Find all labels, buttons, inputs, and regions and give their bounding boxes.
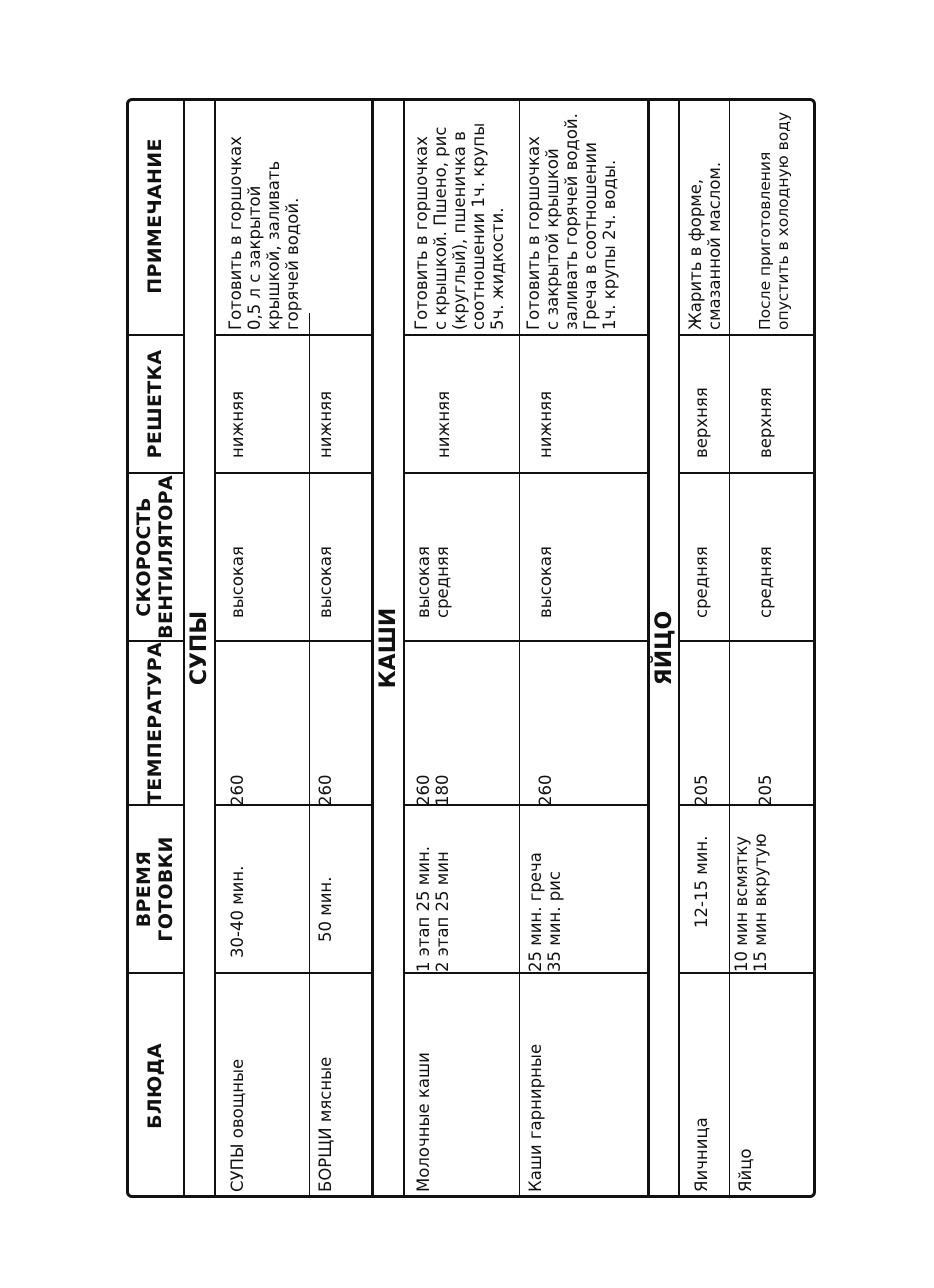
note: Жарить в форме, смазанной маслом. xyxy=(686,161,724,330)
rack-position: нижняя xyxy=(228,390,247,458)
row-divider xyxy=(729,98,730,1198)
temperature: 260 xyxy=(228,774,247,806)
section-divider xyxy=(403,98,405,1198)
column-divider xyxy=(214,972,372,974)
rack-position: верхняя xyxy=(692,387,711,458)
section-title-porridge: КАШИ xyxy=(376,607,401,689)
fan-speed: высокая xyxy=(228,546,247,618)
dish-name: Яйцо xyxy=(736,1148,755,1192)
section-divider xyxy=(214,98,216,1198)
rack-position: верхняя xyxy=(756,387,775,458)
cook-time: 1 этап 25 мин. 2 этап 25 мин xyxy=(414,846,452,972)
cook-time: 30-40 мин. xyxy=(228,865,247,958)
temperature: 260 xyxy=(536,774,555,806)
fan-speed: средняя xyxy=(692,546,711,618)
column-divider xyxy=(678,472,816,474)
column-divider xyxy=(678,640,816,642)
temperature: 260 180 xyxy=(414,774,452,806)
temperature: 260 xyxy=(316,774,335,806)
dish-name: Каши гарнирные xyxy=(526,1043,545,1192)
note: Готовить в горшочках с крышкой. Пшено, рис (круглый), пшеничка в соотношении 1ч. крупы 5ч. жидкости. xyxy=(412,122,507,330)
column-divider xyxy=(214,472,372,474)
note: После приготовления опустить в холодную воду xyxy=(756,111,792,330)
fan-speed: высокая xyxy=(536,546,555,618)
header-note: ПРИМЕЧАНИЕ xyxy=(144,138,166,294)
rotated-table-canvas xyxy=(126,98,816,1198)
row-divider xyxy=(519,98,520,1198)
header-dish: БЛЮДА xyxy=(144,1043,166,1129)
column-divider xyxy=(403,334,648,336)
column-divider xyxy=(403,640,648,642)
column-divider xyxy=(214,334,372,336)
cook-time: 50 мин. xyxy=(316,876,335,942)
section-title-soups: СУПЫ xyxy=(187,610,212,686)
header-fan-speed: СКОРОСТЬ ВЕНТИЛЯТОРА xyxy=(133,475,177,639)
dish-name: Молочные каши xyxy=(414,1052,433,1192)
dish-name: СУПЫ овощные xyxy=(228,1058,247,1192)
cook-time: 25 мин. греча 35 мин. рис xyxy=(526,852,564,972)
section-divider xyxy=(678,98,680,1198)
fan-speed: высокая средняя xyxy=(414,546,452,618)
temperature: 205 xyxy=(692,774,711,806)
rack-position: нижняя xyxy=(434,390,453,458)
rack-position: нижняя xyxy=(536,390,555,458)
rack-position: нижняя xyxy=(316,390,335,458)
note: Готовить в горшочках с закрытой крышкой заливать горячей водой. Греча в соотношении 1ч. крупы 2ч. воды. xyxy=(524,113,619,330)
header-temperature: ТЕМПЕРАТУРА xyxy=(144,642,166,804)
dish-name: БОРЩИ мясные xyxy=(316,1056,335,1192)
fan-speed: средняя xyxy=(756,546,775,618)
note: Готовить в горшочках 0,5 л с закрытой крышкой, заливать горячей водой. xyxy=(226,136,302,330)
row-divider xyxy=(309,313,310,1198)
column-divider xyxy=(214,640,372,642)
fan-speed: высокая xyxy=(316,546,335,618)
dish-name: Яичница xyxy=(692,1117,711,1192)
cook-time: 10 мин всмятку 15 мин вкрутую xyxy=(732,833,770,972)
column-divider xyxy=(678,334,816,336)
header-time: ВРЕМЯ ГОТОВКИ xyxy=(133,836,177,942)
temperature: 205 xyxy=(756,774,775,806)
header-rack: РЕШЕТКА xyxy=(144,349,166,459)
cook-time: 12-15 мин. xyxy=(692,835,711,928)
column-divider xyxy=(403,972,648,974)
column-divider xyxy=(403,472,648,474)
column-divider xyxy=(678,972,816,974)
section-title-egg: ЯЙЦО xyxy=(651,610,677,686)
